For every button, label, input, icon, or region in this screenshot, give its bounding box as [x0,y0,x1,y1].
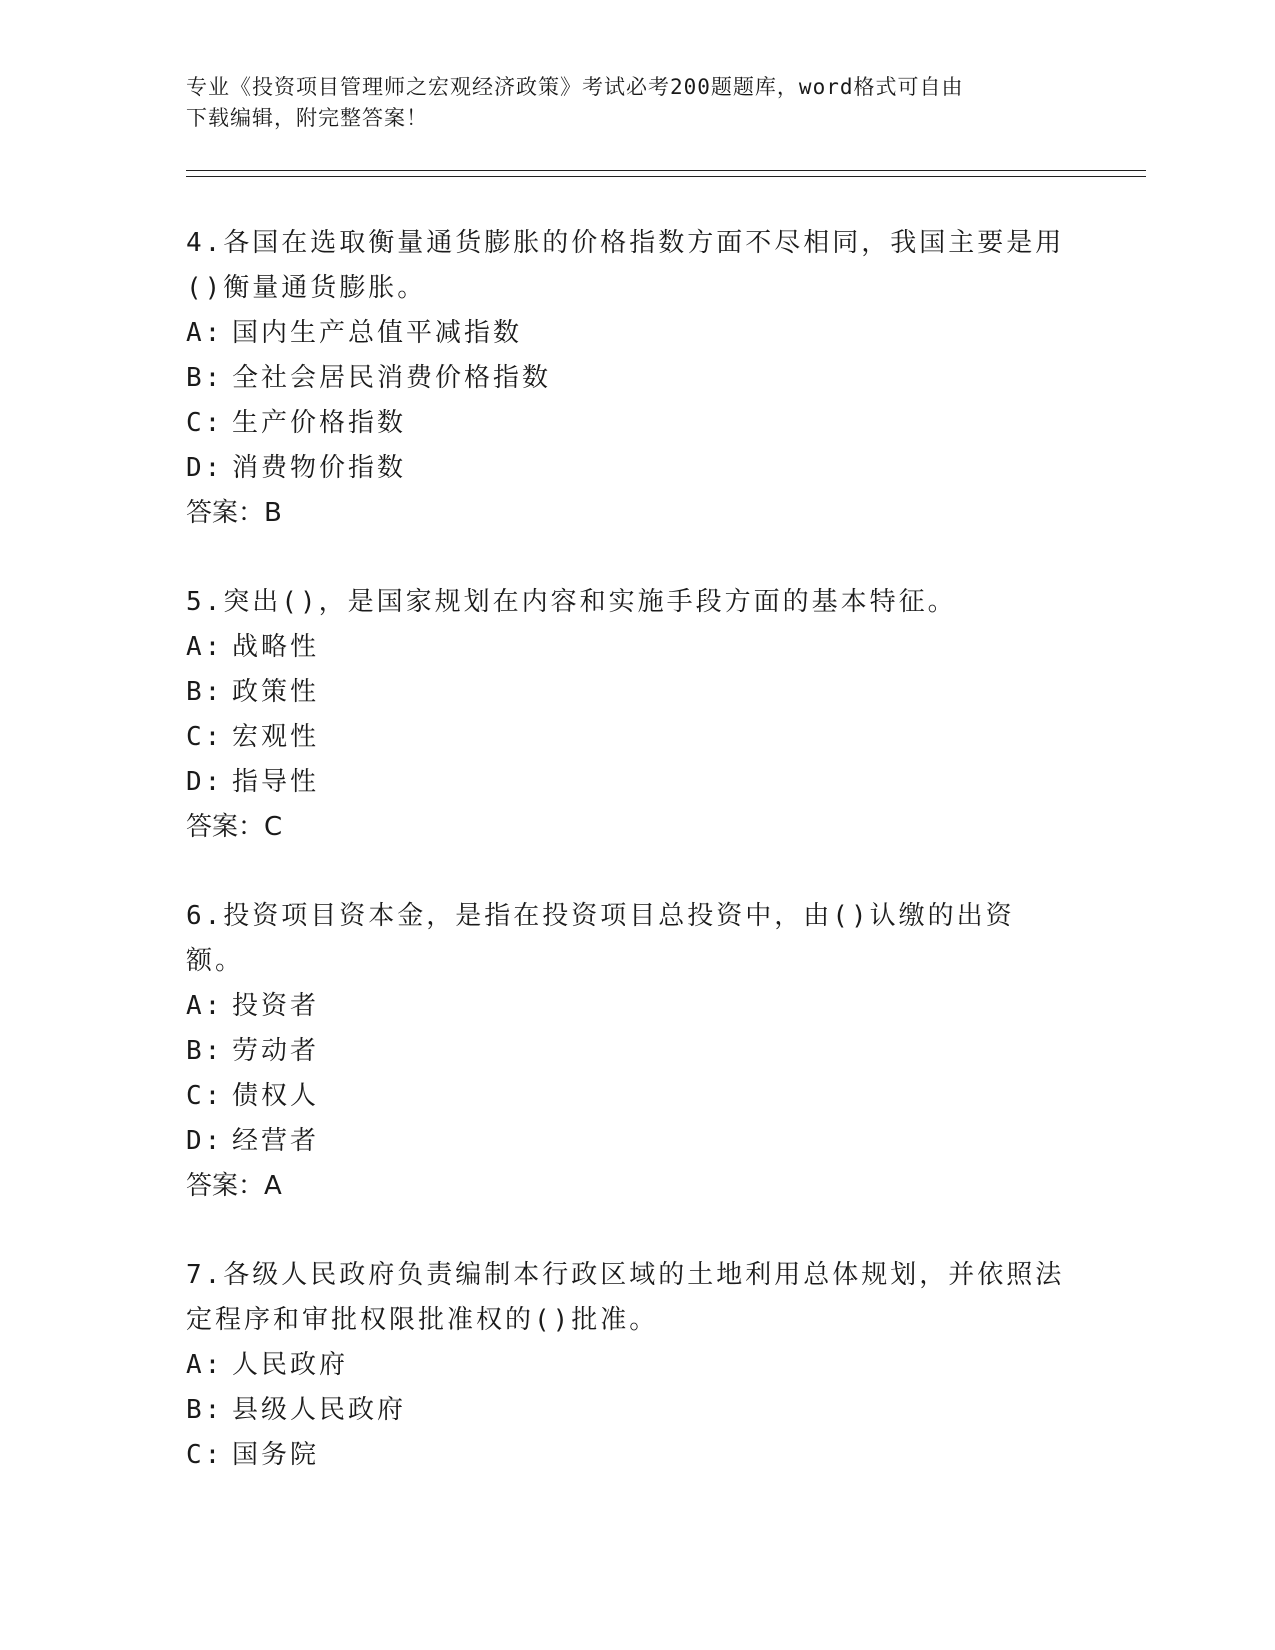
option-d [186,760,1146,805]
option-text: 政策性 [232,677,320,707]
option-b [186,356,1146,401]
option-text: 国内生产总值平减指数 [232,318,523,348]
option-b [186,1388,1146,1433]
option-letter: A: [186,632,224,662]
question-6 [186,894,1146,1209]
question-stem [186,1253,1066,1343]
question-stem-line: 5.突出()，是国家规划在内容和实施手段方面的基本特征。 [186,587,957,617]
option-d [186,1119,1146,1164]
option-text: 指导性 [232,767,320,797]
option-c [186,401,1146,446]
option-letter: D: [186,1126,224,1156]
question-stem [186,580,1066,625]
option-text: 战略性 [232,632,320,662]
option-letter: C: [186,722,224,752]
document-page [186,72,1146,1522]
option-text: 投资者 [232,991,320,1021]
option-letter: B: [186,1036,224,1066]
option-letter: B: [186,363,224,393]
option-letter: D: [186,767,224,797]
document-header [186,72,1066,134]
question-7 [186,1253,1146,1478]
option-text: 劳动者 [232,1036,320,1066]
header-line-1: 专业《投资项目管理师之宏观经济政策》考试必考200题题库，word格式可自由 [186,75,964,99]
option-text: 债权人 [232,1081,320,1111]
option-a [186,1343,1146,1388]
option-text: 全社会居民消费价格指数 [232,363,552,393]
question-5 [186,580,1146,850]
option-b [186,670,1146,715]
header-line-2: 下载编辑，附完整答案！ [186,106,428,130]
option-b [186,1029,1146,1074]
option-letter: D: [186,453,224,483]
question-stem [186,221,1066,311]
answer-line: 答案：A [186,1171,282,1201]
question-list [186,221,1146,1478]
option-text: 人民政府 [232,1350,349,1380]
answer-line: 答案：C [186,812,283,842]
option-text: 生产价格指数 [232,408,407,438]
option-letter: B: [186,677,224,707]
option-letter: C: [186,408,224,438]
option-text: 消费物价指数 [232,453,407,483]
question-stem-line: 6.投资项目资本金，是指在投资项目总投资中，由()认缴的出资额。 [186,901,1015,976]
option-c [186,1074,1146,1119]
option-text: 国务院 [232,1440,320,1470]
option-c [186,1433,1146,1478]
option-letter: A: [186,991,224,1021]
option-letter: C: [186,1440,224,1470]
option-letter: C: [186,1081,224,1111]
double-rule-divider [186,170,1146,177]
option-c [186,715,1146,760]
answer-line: 答案：B [186,498,282,528]
option-a [186,984,1146,1029]
option-letter: B: [186,1395,224,1425]
option-a [186,625,1146,670]
question-stem-line: 4.各国在选取衡量通货膨胀的价格指数方面不尽相同，我国主要是用 [186,228,1065,258]
question-stem-line: 7.各级人民政府负责编制本行政区域的土地利用总体规划，并依照法 [186,1260,1065,1290]
question-stem-line: ()衡量通货膨胀。 [186,273,427,303]
option-letter: A: [186,318,224,348]
question-stem [186,894,1066,984]
option-text: 经营者 [232,1126,320,1156]
option-text: 县级人民政府 [232,1395,407,1425]
option-a [186,311,1146,356]
option-letter: A: [186,1350,224,1380]
option-d [186,446,1146,491]
question-stem-line: 定程序和审批权限批准权的()批准。 [186,1305,659,1335]
question-4 [186,221,1146,536]
option-text: 宏观性 [232,722,320,752]
